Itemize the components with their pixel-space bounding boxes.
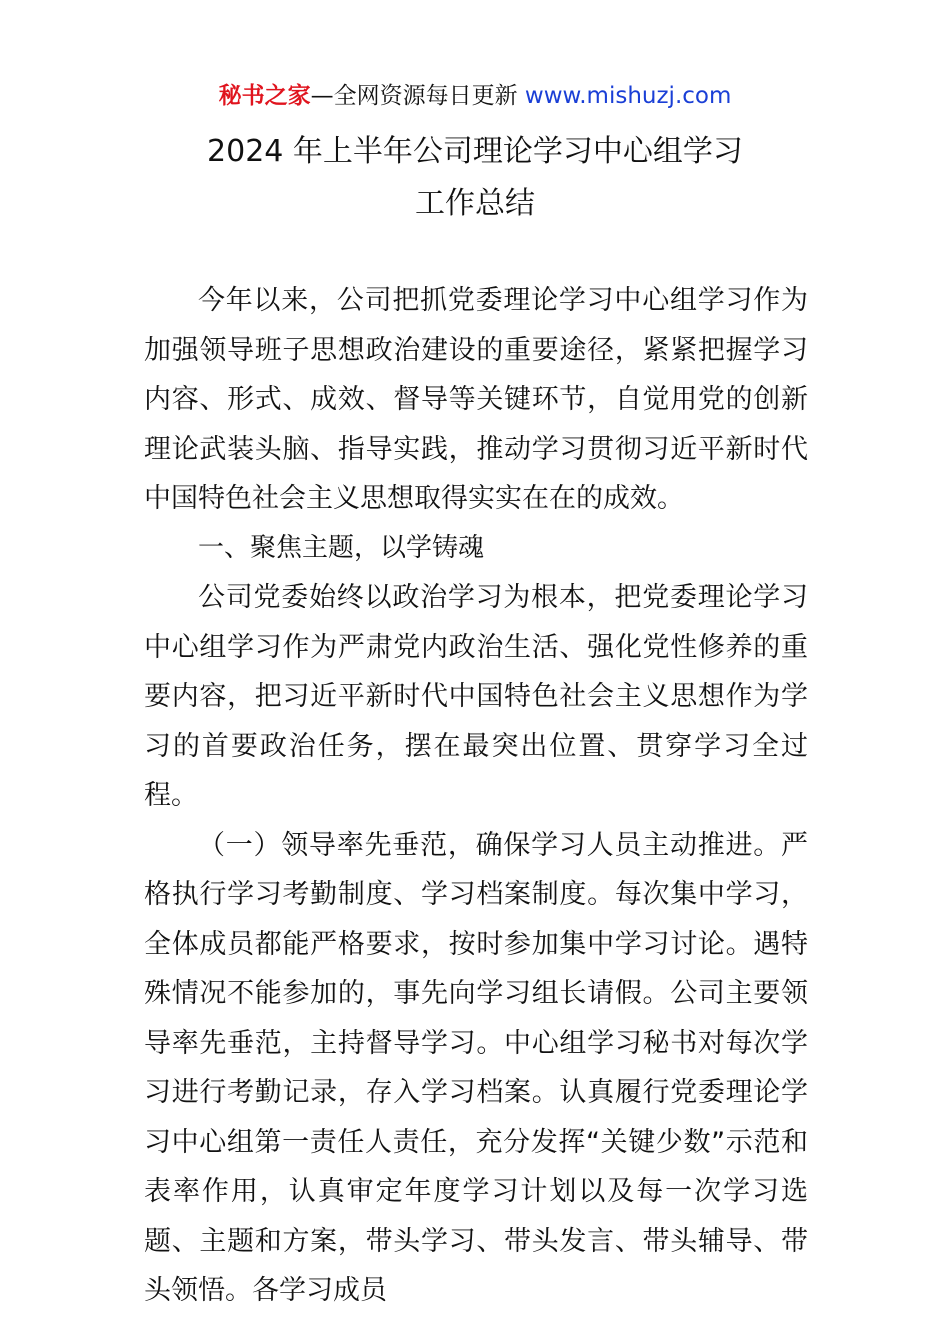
- header-tagline: —全网资源每日更新: [310, 83, 525, 109]
- document-title: [0, 126, 950, 230]
- site-header: [0, 80, 950, 112]
- document-body: [144, 276, 808, 1316]
- intro-paragraph: 今年以来，公司把抓党委理论学习中心组学习作为加强领导班子思想政治建设的重要途径，紧紧把握学习内容、形式、成效、督导等关键环节，自觉用党的创新理论武装头脑、指导实践，推动学习贯彻习近平新时代中国特色社会主义思想取得实实在在的成效。: [144, 285, 808, 514]
- site-url[interactable]: www.mishuzj.com: [524, 83, 732, 109]
- section-paragraph: 公司党委始终以政治学习为根本，把党委理论学习中心组学习作为严肃党内政治生活、强化党性修养的重要内容，把习近平新时代中国特色社会主义思想作为学习的首要政治任务，摆在最突出位置、贯穿学习全过程。: [144, 582, 808, 811]
- title-line-1: 2024 年上半年公司理论学习中心组学习: [207, 134, 743, 169]
- section-heading: 一、聚焦主题，以学铸魂: [198, 532, 485, 563]
- brand-name: 秘书之家: [218, 83, 311, 109]
- subsection-paragraph: （一）领导率先垂范，确保学习人员主动推进。严格执行学习考勤制度、学习档案制度。每次集中学习，全体成员都能严格要求，按时参加集中学习讨论。遇特殊情况不能参加的，事先向学习组长请假。公司主要领导率先垂范，主持督导学习。中心组学习秘书对每次学习进行考勤记录，存入学习档案。认真履行党委理论学习中心组第一责任人责任，充分发挥“关键少数”示范和表率作用，认真审定年度学习计划以及每一次学习选题、主题和方案，带头学习、带头发言、带头辅导、带头领悟。各学习成员: [144, 829, 808, 1306]
- title-line-2: 工作总结: [415, 186, 535, 221]
